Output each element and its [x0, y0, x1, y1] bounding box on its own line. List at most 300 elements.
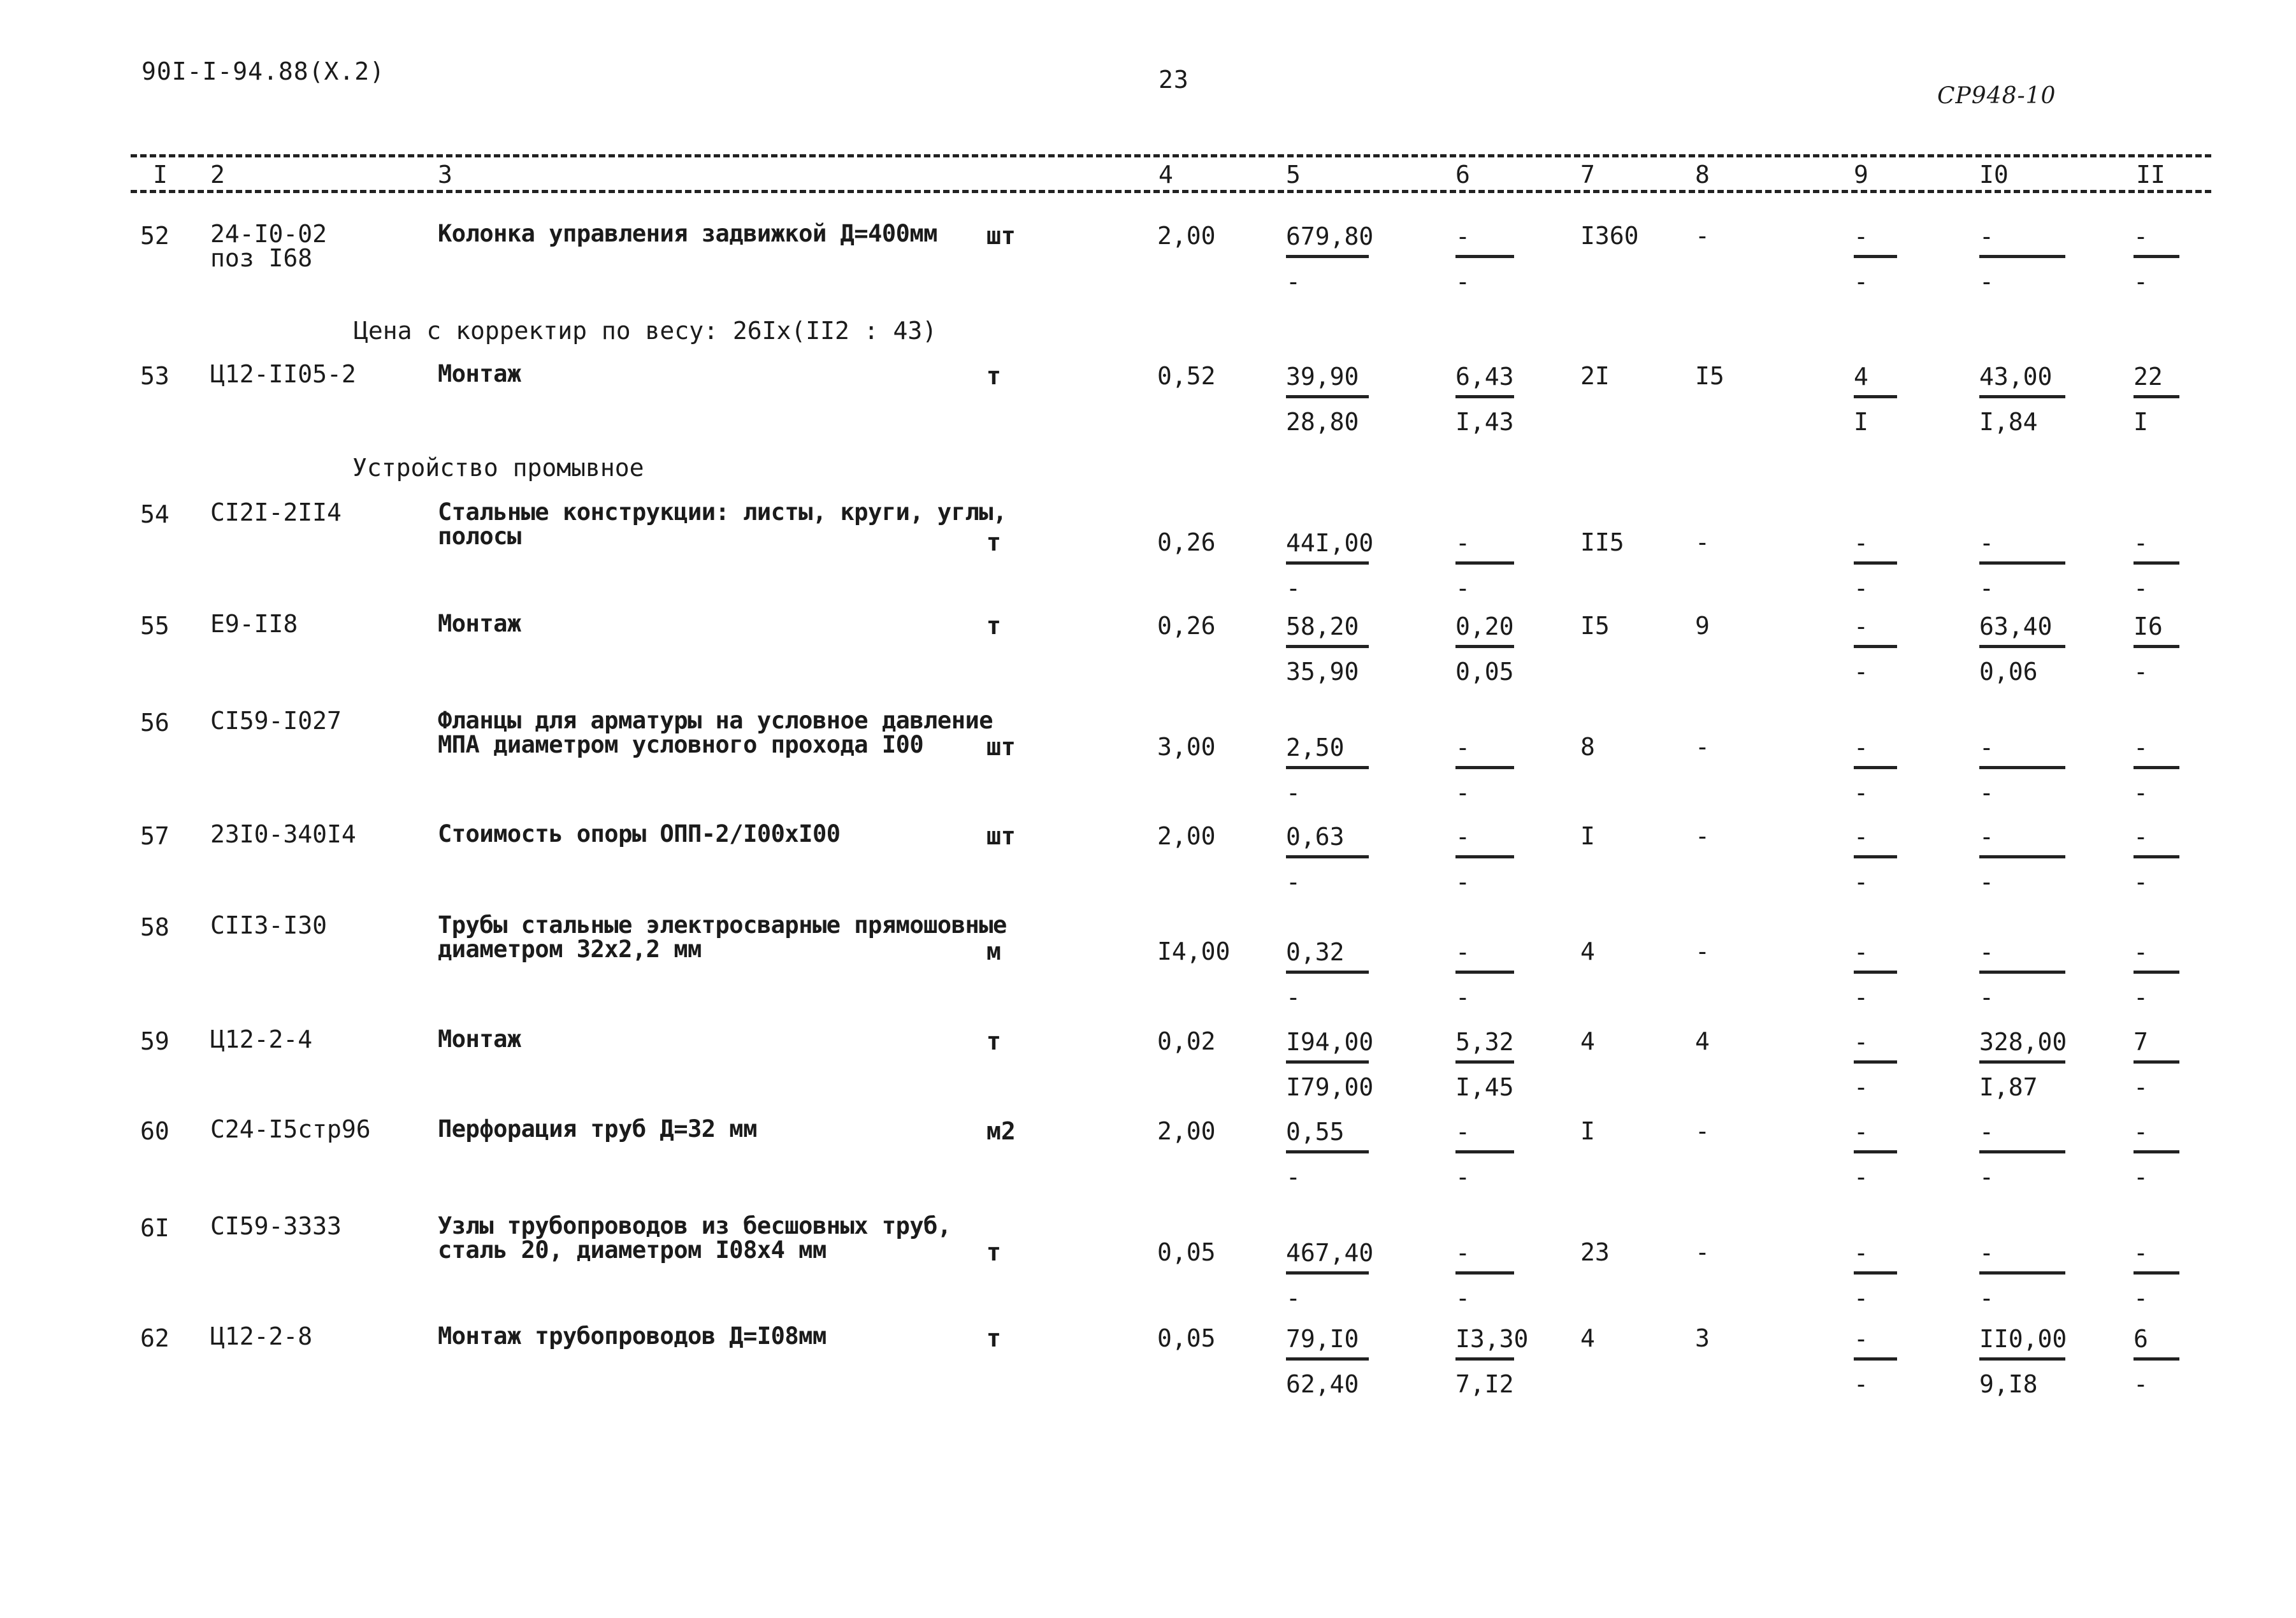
row-col9-numerator: -	[1854, 733, 1868, 762]
row-col11-denominator: -	[2134, 658, 2148, 686]
section-heading: Устройство промывное	[352, 454, 644, 482]
row-col9	[1854, 733, 1897, 807]
fraction-rule	[1854, 561, 1897, 565]
row-col9	[1854, 1324, 1897, 1399]
row-col8: -	[1695, 1238, 1710, 1266]
fraction-rule	[1455, 645, 1514, 648]
row-col5-denominator: -	[1286, 268, 1301, 296]
row-col6	[1455, 528, 1514, 603]
row-unit: м2	[986, 1117, 1016, 1145]
row-col9-numerator: -	[1854, 1325, 1868, 1353]
row-col5-numerator: 467,40	[1286, 1239, 1374, 1267]
row-col6	[1455, 733, 1514, 807]
row-col6-denominator: -	[1455, 983, 1470, 1011]
row-col9-numerator: -	[1854, 222, 1868, 250]
row-col6-numerator: -	[1455, 938, 1470, 966]
row-col11-denominator: -	[2134, 1073, 2148, 1101]
fraction-rule	[2134, 855, 2179, 858]
row-number: 59	[140, 1027, 170, 1055]
fraction-rule	[2134, 255, 2179, 258]
row-col5-numerator: 0,55	[1286, 1118, 1345, 1146]
row-col10-denominator: -	[1979, 983, 1994, 1011]
row-col10	[1979, 1027, 2065, 1102]
row-col5	[1286, 822, 1369, 897]
row-description-line: Монтаж	[438, 1025, 521, 1053]
row-col5-numerator: 58,20	[1286, 612, 1359, 640]
fraction-rule	[2134, 395, 2179, 398]
row-description-line: Стоимость опоры ОПП-2/I00хI00	[438, 820, 841, 848]
column-header: 5	[1286, 161, 1301, 189]
row-col6	[1455, 612, 1514, 686]
row-quantity: 2,00	[1157, 822, 1216, 850]
header-dashed-rule-bottom	[131, 190, 2211, 193]
row-col5	[1286, 612, 1369, 686]
row-col10	[1979, 528, 2065, 603]
row-col10	[1979, 1324, 2065, 1399]
table-row	[0, 360, 2296, 436]
row-col11-numerator: 7	[2134, 1028, 2148, 1056]
row-col10-denominator: 9,I8	[1979, 1370, 2038, 1398]
fraction-rule	[1979, 255, 2065, 258]
column-header: 9	[1854, 161, 1868, 189]
row-col5	[1286, 1117, 1369, 1192]
row-col9	[1854, 822, 1897, 897]
row-col11-denominator: -	[2134, 868, 2148, 896]
column-header: I	[153, 161, 168, 189]
fraction-rule	[1854, 1357, 1897, 1361]
row-description-line: сталь 20, диаметром I08х4 мм	[438, 1236, 827, 1264]
row-col9-denominator: -	[1854, 1163, 1868, 1191]
row-col5-numerator: 679,80	[1286, 222, 1374, 250]
row-col6-numerator: -	[1455, 1118, 1470, 1146]
row-col6-numerator: -	[1455, 222, 1470, 250]
row-col5-denominator: -	[1286, 574, 1301, 602]
row-quantity: 3,00	[1157, 733, 1216, 761]
row-quantity: 0,26	[1157, 528, 1216, 556]
row-code	[210, 1117, 371, 1141]
row-col10	[1979, 222, 2065, 296]
row-description	[438, 913, 1007, 962]
row-col9	[1854, 362, 1897, 437]
row-col11-denominator: -	[2134, 983, 2148, 1011]
fraction-rule	[1854, 645, 1897, 648]
row-unit: т	[986, 1238, 1001, 1266]
row-col11-numerator: -	[2134, 1239, 2148, 1267]
row-col10	[1979, 1117, 2065, 1192]
column-header: I0	[1979, 161, 2009, 189]
row-col8: -	[1695, 528, 1710, 556]
row-col10-denominator: I,84	[1979, 408, 2038, 436]
row-col11	[2134, 937, 2179, 1012]
row-col11-denominator: -	[2134, 1370, 2148, 1398]
fraction-rule	[1854, 1150, 1897, 1153]
row-col7: 4	[1580, 1027, 1595, 1055]
row-quantity: 0,05	[1157, 1238, 1216, 1266]
row-code-line: Ц12-2-4	[210, 1025, 313, 1053]
row-col7: 4	[1580, 1324, 1595, 1352]
fraction-rule	[1854, 395, 1897, 398]
row-col6-numerator: -	[1455, 529, 1470, 557]
row-code-line: 24-I0-02	[210, 220, 328, 248]
fraction-rule	[1979, 561, 2065, 565]
fraction-rule	[1979, 855, 2065, 858]
fraction-rule	[1979, 971, 2065, 974]
row-description-line: Фланцы для арматуры на условное давление	[438, 707, 993, 734]
row-col11	[2134, 1027, 2179, 1102]
row-description	[438, 822, 841, 846]
row-col9-denominator: -	[1854, 658, 1868, 686]
row-col10	[1979, 612, 2065, 686]
row-code-line: CII3-I30	[210, 911, 328, 939]
price-correction-note: Цена с корректир по весу: 26Iх(II2 : 43)	[354, 317, 937, 345]
row-col10-numerator: -	[1979, 1239, 1994, 1267]
row-description	[438, 500, 1007, 549]
fraction-rule	[1455, 855, 1514, 858]
row-col5-numerator: 0,32	[1286, 938, 1345, 966]
row-col5-denominator: -	[1286, 868, 1301, 896]
row-col6-numerator: 5,32	[1455, 1028, 1514, 1056]
header-dashed-rule-top	[131, 154, 2211, 157]
row-col9	[1854, 222, 1897, 296]
row-quantity: I4,00	[1157, 937, 1231, 965]
row-description-line: Перфорация труб Д=32 мм	[438, 1115, 757, 1143]
fraction-rule	[1854, 855, 1897, 858]
document-code: 90I-I-94.88(X.2)	[141, 57, 386, 85]
row-col5-numerator: 2,50	[1286, 733, 1345, 762]
row-col5-denominator: 62,40	[1286, 1370, 1359, 1398]
row-col7: 23	[1580, 1238, 1610, 1266]
row-code	[210, 500, 342, 524]
row-col6-numerator: I3,30	[1455, 1325, 1529, 1353]
fraction-rule	[1455, 1060, 1514, 1064]
row-col6	[1455, 222, 1514, 296]
row-description	[438, 709, 993, 757]
row-col5-denominator: -	[1286, 983, 1301, 1011]
row-col6-denominator: -	[1455, 868, 1470, 896]
row-col10-numerator: II0,00	[1979, 1325, 2067, 1353]
row-col9	[1854, 528, 1897, 603]
row-col6-numerator: -	[1455, 1239, 1470, 1267]
fraction-rule	[1286, 1150, 1369, 1153]
row-col10-numerator: -	[1979, 529, 1994, 557]
fraction-rule	[1854, 971, 1897, 974]
row-col9-numerator: -	[1854, 612, 1868, 640]
row-col11	[2134, 822, 2179, 897]
fraction-rule	[1286, 1060, 1369, 1064]
row-col6-denominator: I,43	[1455, 408, 1514, 436]
row-col11-denominator: -	[2134, 1284, 2148, 1312]
row-col5	[1286, 937, 1369, 1012]
row-unit: шт	[986, 733, 1016, 761]
row-col9-denominator: -	[1854, 1370, 1868, 1398]
table-row	[0, 1322, 2296, 1398]
row-number: 57	[140, 822, 170, 850]
row-description-line: МПА диаметром условного прохода I00	[438, 731, 924, 758]
fraction-rule	[1455, 255, 1514, 258]
row-number: 55	[140, 612, 170, 640]
row-col5-numerator: 44I,00	[1286, 529, 1374, 557]
row-col10-numerator: -	[1979, 733, 1994, 762]
row-col6-denominator: -	[1455, 779, 1470, 807]
row-description	[438, 1117, 757, 1141]
fraction-rule	[1455, 1357, 1514, 1361]
row-col6-denominator: -	[1455, 268, 1470, 296]
row-col9-numerator: -	[1854, 823, 1868, 851]
column-header: II	[2136, 161, 2165, 189]
column-header: 2	[210, 161, 225, 189]
row-code-line: E9-II8	[210, 610, 298, 638]
row-number: 53	[140, 362, 170, 390]
row-col6-denominator: -	[1455, 1284, 1470, 1312]
row-col10-numerator: 43,00	[1979, 363, 2053, 391]
fraction-rule	[1455, 766, 1514, 769]
row-col8: -	[1695, 822, 1710, 850]
fraction-rule	[1286, 255, 1369, 258]
column-header: 8	[1695, 161, 1710, 189]
row-col11-denominator: -	[2134, 1163, 2148, 1191]
row-col11-numerator: -	[2134, 1118, 2148, 1146]
row-number: 58	[140, 913, 170, 941]
row-col5-numerator: I94,00	[1286, 1028, 1374, 1056]
row-code	[210, 1027, 312, 1051]
row-col6-denominator: -	[1455, 574, 1470, 602]
fraction-rule	[1286, 1357, 1369, 1361]
row-description	[438, 1324, 827, 1348]
row-col9-denominator: -	[1854, 1073, 1868, 1101]
row-col9-numerator: -	[1854, 938, 1868, 966]
row-col10-denominator: -	[1979, 574, 1994, 602]
column-header: 6	[1455, 161, 1470, 189]
row-col9-denominator: I	[1854, 408, 1868, 436]
row-col10	[1979, 1238, 2065, 1313]
row-col9-numerator: 4	[1854, 363, 1868, 391]
row-description-line: Монтаж трубопроводов Д=I08мм	[438, 1322, 827, 1350]
row-col7: I	[1580, 1117, 1595, 1145]
row-col5-numerator: 0,63	[1286, 823, 1345, 851]
row-col8: -	[1695, 1117, 1710, 1145]
row-col9-denominator: -	[1854, 779, 1868, 807]
fraction-rule	[1455, 971, 1514, 974]
row-col9	[1854, 1117, 1897, 1192]
row-col7: 2I	[1580, 362, 1610, 390]
table-row	[0, 1212, 2296, 1312]
row-col10-denominator: I,87	[1979, 1073, 2038, 1101]
row-col9	[1854, 937, 1897, 1012]
row-col5-numerator: 39,90	[1286, 363, 1359, 391]
table-row	[0, 1025, 2296, 1101]
row-col9-denominator: -	[1854, 868, 1868, 896]
row-col10-denominator: -	[1979, 1284, 1994, 1312]
row-code	[210, 362, 356, 386]
fraction-rule	[2134, 645, 2179, 648]
fraction-rule	[1979, 1150, 2065, 1153]
fraction-rule	[1286, 645, 1369, 648]
row-col11-numerator: -	[2134, 529, 2148, 557]
row-col6-numerator: -	[1455, 733, 1470, 762]
row-col9-numerator: -	[1854, 1239, 1868, 1267]
fraction-rule	[2134, 1357, 2179, 1361]
fraction-rule	[1455, 561, 1514, 565]
fraction-rule	[2134, 766, 2179, 769]
row-col9-denominator: -	[1854, 1284, 1868, 1312]
row-description-line: Узлы трубопроводов из бесшовных труб,	[438, 1212, 951, 1239]
row-code	[210, 612, 298, 636]
fraction-rule	[1286, 766, 1369, 769]
row-code-line: CI59-I027	[210, 707, 342, 735]
row-description-line: диаметром 32х2,2 мм	[438, 935, 702, 963]
fraction-rule	[1854, 1271, 1897, 1275]
row-unit: м	[986, 937, 1001, 965]
row-unit: т	[986, 612, 1001, 640]
row-code-line: поз I68	[210, 244, 313, 272]
row-col5-denominator: -	[1286, 1284, 1301, 1312]
fraction-rule	[1286, 561, 1369, 565]
fraction-rule	[1455, 1150, 1514, 1153]
fraction-rule	[1979, 395, 2065, 398]
row-number: 60	[140, 1117, 170, 1145]
row-col11-numerator: 22	[2134, 363, 2163, 391]
row-col5	[1286, 362, 1369, 437]
row-quantity: 0,26	[1157, 612, 1216, 640]
row-col5	[1286, 222, 1374, 296]
row-col10-numerator: 328,00	[1979, 1028, 2067, 1056]
fraction-rule	[1455, 395, 1514, 398]
fraction-rule	[1854, 255, 1897, 258]
row-col6-numerator: -	[1455, 823, 1470, 851]
row-col6-numerator: 6,43	[1455, 363, 1514, 391]
fraction-rule	[1979, 645, 2065, 648]
row-unit: т	[986, 528, 1001, 556]
row-description	[438, 222, 937, 246]
row-description	[438, 1214, 951, 1262]
row-col6-numerator: 0,20	[1455, 612, 1514, 640]
row-unit: шт	[986, 822, 1016, 850]
row-code-line: Ц12-2-8	[210, 1322, 313, 1350]
row-col9-numerator: -	[1854, 529, 1868, 557]
row-code	[210, 222, 327, 270]
row-col10-numerator: -	[1979, 823, 1994, 851]
row-code-line: CI59-3333	[210, 1212, 342, 1240]
row-col11-denominator: I	[2134, 408, 2148, 436]
row-col8: 9	[1695, 612, 1710, 640]
row-code-line: 23I0-340I4	[210, 820, 356, 848]
fraction-rule	[1854, 766, 1897, 769]
row-number: 62	[140, 1324, 170, 1352]
row-col11-numerator: 6	[2134, 1325, 2148, 1353]
row-col9-denominator: -	[1854, 983, 1868, 1011]
row-col6	[1455, 362, 1514, 437]
row-unit: шт	[986, 222, 1016, 250]
fraction-rule	[2134, 1060, 2179, 1064]
row-col10-numerator: -	[1979, 1118, 1994, 1146]
row-code	[210, 822, 356, 846]
row-col5-denominator: -	[1286, 1163, 1301, 1191]
row-col9-numerator: -	[1854, 1118, 1868, 1146]
fraction-rule	[1979, 1357, 2065, 1361]
row-number: 52	[140, 222, 170, 250]
row-col5-numerator: 79,I0	[1286, 1325, 1359, 1353]
row-description	[438, 612, 521, 636]
column-header: 7	[1580, 161, 1595, 189]
row-col9-numerator: -	[1854, 1028, 1868, 1056]
row-col6-denominator: -	[1455, 1163, 1470, 1191]
row-col10-denominator: -	[1979, 868, 1994, 896]
row-col11	[2134, 362, 2179, 437]
table-row	[0, 610, 2296, 686]
fraction-rule	[1979, 1060, 2065, 1064]
table-row	[0, 498, 2296, 602]
row-col11	[2134, 222, 2179, 296]
row-col6-denominator: 7,I2	[1455, 1370, 1514, 1398]
row-col10-numerator: -	[1979, 938, 1994, 966]
fraction-rule	[2134, 1150, 2179, 1153]
row-col6	[1455, 822, 1514, 897]
row-number: 6I	[140, 1214, 170, 1242]
row-col6-denominator: 0,05	[1455, 658, 1514, 686]
row-col11-numerator: -	[2134, 733, 2148, 762]
row-number: 54	[140, 500, 170, 528]
table-row	[0, 707, 2296, 807]
row-code	[210, 1324, 312, 1348]
row-quantity: 0,05	[1157, 1324, 1216, 1352]
row-unit: т	[986, 1027, 1001, 1055]
row-col6	[1455, 937, 1514, 1012]
row-col10	[1979, 733, 2065, 807]
table-row	[0, 911, 2296, 1011]
row-col10	[1979, 937, 2065, 1012]
row-description-line: Трубы стальные электросварные прямошовные	[438, 911, 1007, 939]
row-col5	[1286, 1324, 1369, 1399]
row-col10	[1979, 822, 2065, 897]
table-row	[0, 820, 2296, 896]
row-col6	[1455, 1117, 1514, 1192]
row-col10-numerator: -	[1979, 222, 1994, 250]
row-col7: 8	[1580, 733, 1595, 761]
row-col7: I	[1580, 822, 1595, 850]
row-description	[438, 1027, 521, 1051]
fraction-rule	[1286, 971, 1369, 974]
fraction-rule	[1286, 855, 1369, 858]
row-code	[210, 709, 342, 733]
row-col6	[1455, 1238, 1514, 1313]
row-col11	[2134, 612, 2179, 686]
row-col11	[2134, 528, 2179, 603]
row-col9-denominator: -	[1854, 268, 1868, 296]
fraction-rule	[2134, 971, 2179, 974]
row-col5-denominator: 28,80	[1286, 408, 1359, 436]
row-col8: -	[1695, 222, 1710, 250]
row-col5	[1286, 1238, 1374, 1313]
row-description-line: Монтаж	[438, 360, 521, 387]
row-col11-numerator: I6	[2134, 612, 2163, 640]
row-col5	[1286, 528, 1374, 603]
row-code-line: C24-I5стр96	[210, 1115, 371, 1143]
fraction-rule	[1455, 1271, 1514, 1275]
row-col6-denominator: I,45	[1455, 1073, 1514, 1101]
row-col7: I5	[1580, 612, 1610, 640]
row-col11-denominator: -	[2134, 268, 2148, 296]
row-quantity: 0,02	[1157, 1027, 1216, 1055]
row-col10-denominator: 0,06	[1979, 658, 2038, 686]
row-col10-denominator: -	[1979, 779, 1994, 807]
row-col8: 4	[1695, 1027, 1710, 1055]
row-col10-numerator: 63,40	[1979, 612, 2053, 640]
fraction-rule	[1854, 1060, 1897, 1064]
row-code-line: CI2I-2II4	[210, 498, 342, 526]
row-number: 56	[140, 709, 170, 737]
row-col11-denominator: -	[2134, 574, 2148, 602]
fraction-rule	[2134, 1271, 2179, 1275]
